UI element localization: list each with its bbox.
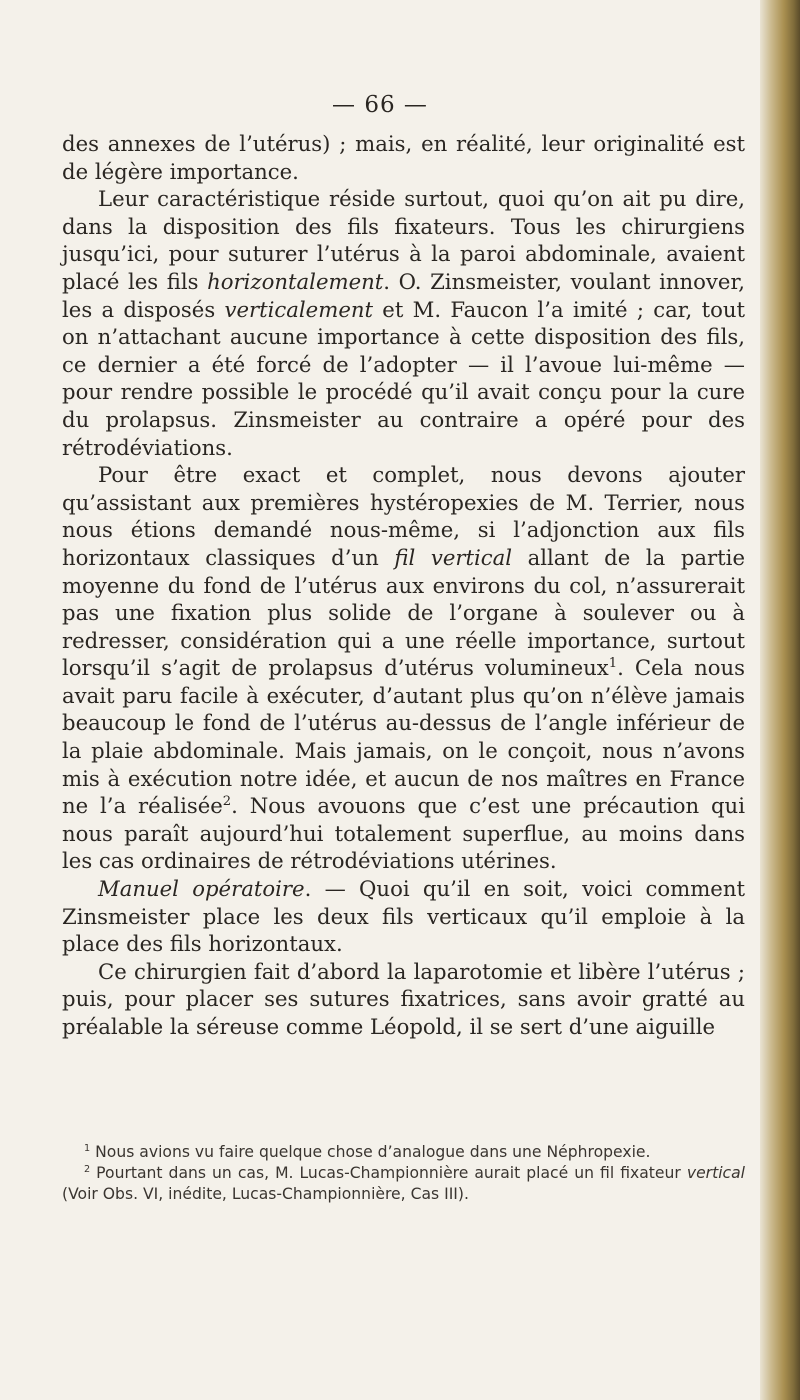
- text-run: et M. Faucon l’a imité ; car, tout on n’attachant aucune importance à cette disposition des fils, ce dernier a été forcé de l’adopter — il l’avoue lui-même — pour rendre possible le procédé qu’il avait conçu pour la cure du prolapsus. Zinsmeister au contraire a opéré pour des rétrodéviations.: [62, 296, 745, 460]
- italic-text: Manuel opératoire: [98, 876, 305, 902]
- paragraph: [62, 185, 745, 461]
- paragraph: [62, 461, 745, 875]
- text-run: Ce chirurgien fait d’abord la laparotomie et libère l’utérus ; puis, pour placer ses sutures fixatrices, sans avoir gratté au préalable la séreuse comme Léopold, il se sert d’une aiguille: [62, 958, 745, 1039]
- text-run: allant de la partie moyenne du fond de l’utérus aux environs du col, n’assurerait pas une fixation plus solide de l’organe à soulever ou à redresser, considération qui a une réelle importance, surtout lorsqu’il s’agit de prolapsus d’utérus volumineux: [62, 544, 745, 681]
- footnote-ref: 2: [222, 794, 232, 810]
- text-run: Nous avions vu faire quelque chose d’analogue dans une Néphropexie.: [90, 1143, 651, 1161]
- text-run: des annexes de l’utérus) ; mais, en réalité, leur originalité est de légère importance.: [62, 131, 745, 184]
- footnote: [62, 1163, 745, 1205]
- paragraph: [62, 958, 745, 1041]
- text-run: Pourtant dans un cas, M. Lucas-Championnière aurait placé un fil fixateur: [90, 1164, 687, 1182]
- footnote-ref: 2: [84, 1163, 91, 1175]
- text-run: Pour être exact et complet, nous devons ajouter qu’assistant aux premières hystéropexies de M. Terrier, nous nous étions demandé nous-même, si l’adjonction aux fils horizontaux classiques d’un: [62, 462, 745, 570]
- body-text: [62, 130, 745, 1041]
- text-run: . — Quoi qu’il en soit, voici comment Zinsmeister place les deux fils verticaux qu’il emploie à la place des fils horizontaux.: [62, 876, 746, 957]
- text-run: . O. Zinsmeister, voulant innover, les a disposés: [62, 268, 745, 322]
- italic-text: verticalement: [224, 296, 374, 322]
- footnotes: [62, 1142, 745, 1205]
- page-number: — 66 —: [332, 92, 428, 118]
- page-edge: [760, 0, 800, 1400]
- text-run: Leur caractéristique réside surtout, quoi qu’on ait pu dire, dans la disposition des fils fixateurs. Tous les chirurgiens jusqu’ici, pour suturer l’utérus à la paroi abdominale, avaient placé les fils: [62, 186, 745, 294]
- footnote-ref: 1: [84, 1142, 91, 1154]
- text-run: . Nous avouons que c’est une précaution qui nous paraît aujourd’hui totalement superflue, au moins dans les cas ordinaires de rétrodéviations utérines.: [62, 793, 745, 874]
- italic-text: vertical: [686, 1164, 745, 1182]
- text-run: (Voir Obs. VI, inédite, Lucas-Championnière, Cas III).: [62, 1185, 469, 1203]
- footnote: [62, 1142, 745, 1163]
- paragraph: [62, 130, 745, 185]
- footnote-ref: 1: [608, 656, 618, 672]
- text-run: . Cela nous avait paru facile à exécuter, d’autant plus qu’on n’élève jamais beaucoup le fond de l’utérus au-dessus de l’angle inférieur de la plaie abdominale. Mais jamais, on le conçoit, nous n’avons mis à exécution notre idée, et aucun de nos maîtres en France ne l’a réalisée: [62, 655, 745, 819]
- italic-text: horizontalement: [207, 268, 384, 294]
- paragraph: [62, 875, 745, 958]
- italic-text: fil vertical: [394, 544, 513, 570]
